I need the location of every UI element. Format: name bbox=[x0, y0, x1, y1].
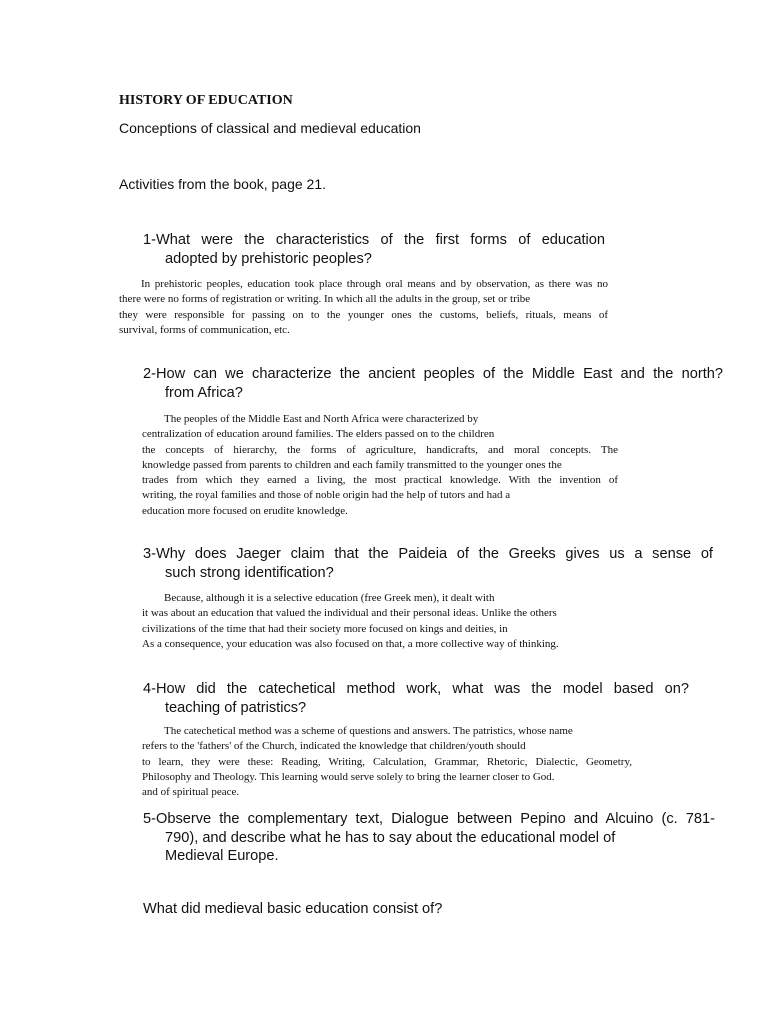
question-4-line-2: teaching of patristics? bbox=[165, 699, 307, 716]
question-3-line-1: 3-Why does Jaeger claim that the Paideia of the Greeks gives us a sense of bbox=[143, 546, 713, 562]
answer-4-line-1: The catechetical method was a scheme of questions and answers. The patristics, whose name bbox=[164, 725, 573, 737]
question-3-line-2: such strong identification? bbox=[165, 564, 334, 581]
question-5-line-1: 5-Observe the complementary text, Dialogue between Pepino and Alcuino (c. 781- bbox=[143, 811, 715, 827]
answer-2 bbox=[142, 412, 618, 519]
answer-2-line-4: knowledge passed from parents to children and each family transmitted to the younger ones the bbox=[142, 458, 562, 471]
answer-1-line-2: there were no forms of registration or writing. In which all the adults in the group, set or tribe bbox=[119, 293, 531, 306]
question-4 bbox=[143, 680, 689, 717]
question-2-line-1: 2-How can we characterize the ancient peoples of the Middle East and the north? bbox=[143, 366, 723, 382]
answer-4-line-5: and of spiritual peace. bbox=[142, 786, 240, 799]
answer-3-line-2: it was about an education that valued the individual and their personal ideas. Unlike the others bbox=[142, 607, 557, 620]
answer-3-line-3: civilizations of the time that had their society more focused on kings and deities, in bbox=[142, 622, 508, 635]
document-title: HISTORY OF EDUCATION bbox=[119, 93, 293, 108]
answer-4 bbox=[142, 724, 632, 800]
question-5-line-2: 790), and describe what he has to say about the educational model of bbox=[165, 829, 616, 846]
answer-3-line-1: Because, although it is a selective education (free Greek men), it dealt with bbox=[164, 592, 495, 604]
answer-4-line-4: Philosophy and Theology. This learning would serve solely to bring the learner closer to God. bbox=[142, 770, 555, 783]
answer-1-line-3: they were responsible for passing on to the younger ones the customs, beliefs, rituals, means of bbox=[119, 308, 608, 321]
document-subtitle: Conceptions of classical and medieval education bbox=[119, 120, 421, 136]
answer-2-line-6: writing, the royal families and those of noble origin had the help of tutors and had a bbox=[142, 489, 511, 502]
question-1-line-1: 1-What were the characteristics of the first forms of education bbox=[143, 232, 605, 248]
question-3 bbox=[143, 545, 713, 582]
question-2 bbox=[143, 365, 723, 402]
answer-2-line-5: trades from which they earned a living, the most practical knowledge. With the invention of bbox=[142, 474, 618, 487]
question-1-line-2: adopted by prehistoric peoples? bbox=[165, 250, 372, 267]
answer-1-line-1: In prehistoric peoples, education took place through oral means and by observation, as there was no bbox=[141, 278, 608, 290]
answer-4-line-2: refers to the 'fathers' of the Church, indicated the knowledge that children/youth should bbox=[142, 740, 526, 753]
answer-3 bbox=[142, 591, 612, 652]
question-1 bbox=[143, 231, 605, 268]
answer-1-line-4: survival, forms of communication, etc. bbox=[119, 323, 290, 336]
answer-1 bbox=[119, 277, 608, 338]
answer-2-line-1: The peoples of the Middle East and North Africa were characterized by bbox=[164, 413, 479, 425]
answer-3-line-4: As a consequence, your education was also focused on that, a more collective way of thinking. bbox=[142, 637, 559, 650]
answer-2-line-2: centralization of education around families. The elders passed on to the children bbox=[142, 428, 495, 441]
answer-2-line-7: education more focused on erudite knowledge. bbox=[142, 504, 348, 517]
question-5 bbox=[143, 810, 715, 866]
question-4-line-1: 4-How did the catechetical method work, what was the model based on? bbox=[143, 681, 689, 697]
activities-reference: Activities from the book, page 21. bbox=[119, 176, 326, 192]
question-2-line-2: from Africa? bbox=[165, 384, 243, 401]
answer-4-line-3: to learn, they were these: Reading, Writing, Calculation, Grammar, Rhetoric, Dialectic, Geometry, bbox=[142, 755, 632, 768]
final-question: What did medieval basic education consist of? bbox=[143, 901, 443, 917]
answer-2-line-3: the concepts of hierarchy, the forms of agriculture, handicrafts, and moral concepts. The bbox=[142, 443, 618, 456]
question-5-line-3: Medieval Europe. bbox=[165, 848, 279, 864]
